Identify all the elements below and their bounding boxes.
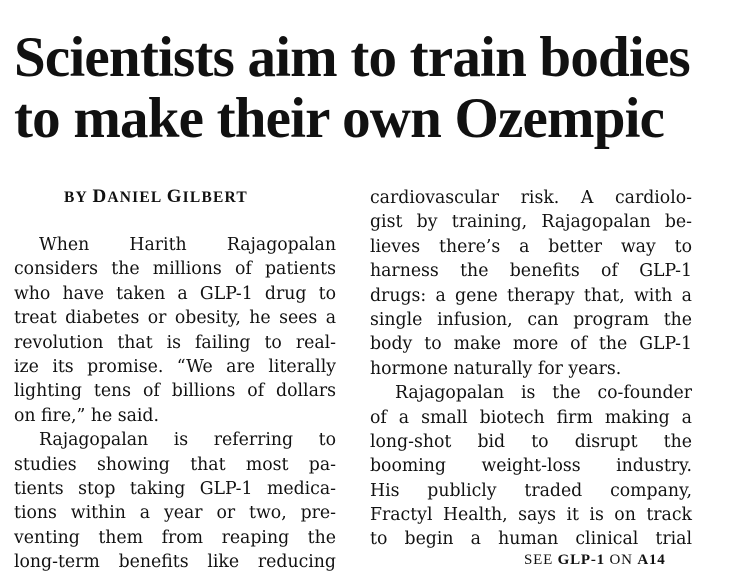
text-line: When Harith Rajagopalan	[39, 235, 336, 255]
byline	[64, 186, 248, 208]
headline	[14, 27, 734, 149]
text-line: booming weight-loss industry.	[370, 456, 692, 477]
text-line: lieves there’s a better way to	[370, 236, 692, 257]
jump-see: SEE	[524, 552, 554, 568]
text-line: harness the benefits of GLP-1	[370, 261, 692, 282]
text-line: tions within a year or two, pre-	[14, 503, 336, 524]
text-line: His publicly traded company,	[370, 480, 692, 501]
byline-last-initial: G	[166, 186, 183, 207]
text-line: body to make more of the GLP-1	[370, 334, 692, 355]
byline-first-rest: ANIEL	[107, 189, 162, 206]
headline-line-1: Scientists aim to train bodies	[14, 26, 690, 89]
text-line: Rajagopalan is the co-founder	[395, 383, 692, 404]
text-line: revolution that is failing to real-	[14, 332, 336, 353]
text-line: tients stop taking GLP-1 medica-	[14, 478, 336, 499]
continuation-jump-line	[524, 552, 666, 569]
text-line: cardiovascular risk. A cardiolo-	[370, 188, 692, 208]
byline-by: BY	[64, 189, 88, 206]
text-line: long-term benefits like reducing	[14, 552, 336, 573]
jump-reference: GLP-1	[557, 552, 605, 568]
jump-on: ON	[609, 552, 633, 568]
text-line: gist by training, Rajagopalan be-	[370, 212, 692, 233]
text-line: hormone naturally for years.	[370, 358, 622, 379]
byline-first-initial: D	[92, 186, 108, 207]
jump-page: A14	[637, 552, 666, 568]
text-line: on fire,” he said.	[14, 405, 159, 426]
text-line: of a small biotech firm making a	[370, 407, 692, 428]
text-line: studies showing that most pa-	[14, 454, 336, 475]
text-line: drugs: a gene therapy that, with a	[370, 285, 692, 306]
text-line: single infusion, can program the	[370, 309, 692, 330]
text-line: treat diabetes or obesity, he sees a	[14, 308, 336, 329]
headline-line-2: to make their own Ozempic	[14, 87, 665, 150]
text-line: who have taken a GLP-1 drug to	[14, 283, 336, 304]
text-line: Rajagopalan is referring to	[39, 430, 336, 451]
text-line: considers the millions of patients	[14, 259, 336, 280]
text-line: venting them from reaping the	[14, 527, 336, 548]
text-line: lighting tens of billions of dollars	[14, 381, 336, 402]
text-line: long-shot bid to disrupt the	[370, 431, 692, 452]
text-line: Fractyl Health, says it is on track	[370, 505, 692, 526]
text-line: ize its promise. “We are literally	[14, 356, 336, 377]
text-line: to begin a human clinical trial	[370, 529, 692, 550]
article-column-left	[14, 233, 336, 574]
byline-last-rest: ILBERT	[182, 189, 248, 206]
article-column-right	[370, 186, 692, 552]
